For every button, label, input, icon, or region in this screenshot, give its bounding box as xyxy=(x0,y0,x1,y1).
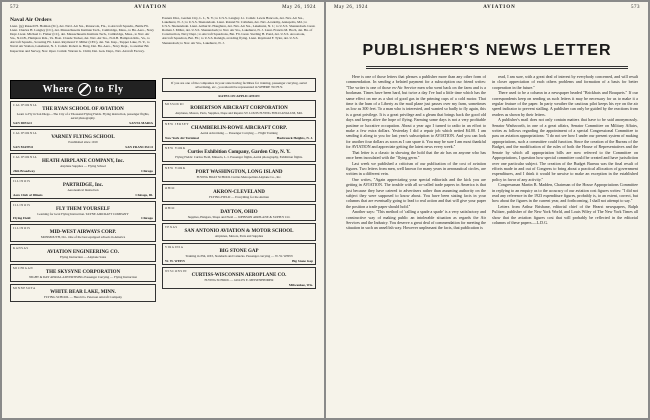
ad-footer-left: SAN DIEGO xyxy=(13,120,32,125)
ad-company-name: DAYTON, OHIO xyxy=(220,209,258,215)
ad-company-name: AVIATION ENGINEERING CO. xyxy=(47,250,119,256)
ad-body-text: Training in JN4, OX5, Standards and Canucks. Passenger carrying — W. W. WEEN xyxy=(185,254,293,259)
ad-body-text: Aeronautical Instruction xyxy=(67,187,99,192)
ad-state-label: NEW JERSEY xyxy=(165,121,190,126)
ad-body-text: Flying Fields: Curtiss Field, Mineola, L. I. Passenger flights, Aerial photography, Exhibition flights. xyxy=(175,154,303,159)
directory-ad xyxy=(10,284,156,302)
ad-footer xyxy=(165,259,313,263)
orders-text-1: Lieut. (jg) Russell H. Holman (SC), det. Navl. Air Sta., Pensacola, Fla., to Aircraft Squadn., Battle Flt. Lieut. Charles H. Langley (CC), det. Massachusetts Institute Tech., Cambridge, Mass., to Bu. Aero., Navy Dept. Lieut. Michael C. Fisher (CC), det. Massachusetts Institute Tech., Cambridge, Mass., to Nav. Air Sta., N.O.B., Hampton Rds., Va. Boat. Claude Tucker, det. Nav. Air Sta., N.O.B. Hampton Rds., Va., to Aircraft Squadn., Scouting Flt. Lieut. Raymond V. Miller (CEC), det. Vet. Insp., Tupper Lake, N. Y., to Naval Air Station, Lakehurst, N. J. Comdr. Robert A. Burg, Det. Bu. Aero., Navy Dept., to another Bd. Inspection and Survey, Nav. Oper. Comdr. Warren G. Child, Det. Gen. Dept., Nav. Aircraft Factory. xyxy=(10,24,154,53)
ad-footer xyxy=(13,216,153,220)
left-page-number: 572 xyxy=(10,5,19,10)
banner-where: Where xyxy=(42,84,74,95)
directory-ad xyxy=(10,264,156,282)
ad-state-label: OHIO xyxy=(165,205,175,210)
ad-company-name: THE RYAN SCHOOL OF AVIATION xyxy=(42,107,124,112)
ad-body-text: Airplanes, Motors, Parts and Supplies xyxy=(214,234,264,239)
directory-ad xyxy=(10,129,156,151)
ad-body-text: FLYING SCHOOL — GILLES E. MEISENHEIMER xyxy=(204,278,274,283)
ad-footer xyxy=(13,145,153,149)
ad-body-text: NIGHT & DAY AERIAL ADVERTISING Passenger Carrying — Flying Instruction xyxy=(29,275,137,280)
ads-left-list xyxy=(10,101,156,302)
directory-ad xyxy=(162,120,316,142)
newsletter-paragraph: Last week we published a criticism of our publication of the cost of aviation figures. Two letters from men, well known for many years in aeronautical circles, are written in a different vein. xyxy=(346,160,486,177)
ad-state-label: ILLINOIS xyxy=(13,226,31,231)
right-date: May 26, 1924 xyxy=(334,5,368,10)
ad-state-label: CALIFORNIA xyxy=(13,103,38,107)
ad-footer-left: Aero Club of Illinois xyxy=(13,192,43,197)
left-journal-name: AVIATION xyxy=(134,5,167,10)
newsletter-paragraph: Another says: "This method of 'calling a spade a spade' is a very satisfactory and constructive way of making public an intolerable situation as regards the Air Services and the Industry. You deserve a great deal of commendation for meeting the situation in such an unselfish way. However unpleasant the facts, that publication is xyxy=(346,209,486,231)
orders-heading: Naval Air Orders xyxy=(10,17,52,23)
ad-company-name: MID-WEST AIRWAYS CORP. xyxy=(49,230,117,236)
ad-body-text: Flying Instruction — Airplane Sales xyxy=(59,255,107,260)
title-rule-top xyxy=(366,66,628,67)
directory-ad xyxy=(162,223,316,241)
ad-state-label: NEW YORK xyxy=(165,145,186,150)
ad-footer-right: SANTA MARIA xyxy=(129,120,153,125)
listing-note: If you are one of the companies in your state having facilities for training, passenger carrying, aerial advertising, etc., you should be represented in WHERE TO FLY. xyxy=(162,78,316,92)
ad-state-label: CALIFORNIA xyxy=(13,130,38,135)
directory-ad xyxy=(10,177,156,199)
ad-state-label: ILLINOIS xyxy=(13,178,31,183)
where-to-fly-banner xyxy=(10,80,156,99)
banner-fly: Fly xyxy=(108,84,124,95)
ad-footer-right: Chicago xyxy=(141,216,153,221)
ad-footer-left: W. W. WEEN xyxy=(165,259,185,264)
ad-company-name: AKRON-CLEVELAND xyxy=(213,189,265,195)
ad-state-label: MISSOURI xyxy=(165,102,185,106)
ad-footer xyxy=(13,193,153,197)
ad-state-label: KANSAS xyxy=(13,246,29,251)
ad-company-name: PORT WASHINGTON, LONG ISLAND xyxy=(195,169,283,175)
ad-state-label: ILLINOIS xyxy=(13,202,31,207)
right-running-head xyxy=(334,5,640,14)
ad-body-text: Aerial Advertising — Passenger Carrying — Flight Training xyxy=(200,130,278,135)
ad-state-label: MICHIGAN xyxy=(13,266,34,271)
newsletter-paragraph: Congressman Martin B. Madden, Chairman of the House Appropriations Committee in replying to an enquiry as to the accuracy of our aviation cost figures writes: "I did not read any reference in the 1923 expenditure figures, probably is, to an extent, correct, but how about the figures in the current year, and forthcoming, I shall not attempt to say." xyxy=(492,182,638,204)
ad-company-name: CHAMBERLIN-ROWE AIRCRAFT CORP. xyxy=(191,125,287,131)
ad-footer xyxy=(165,136,313,140)
directory-ad xyxy=(162,204,316,222)
directory-ad xyxy=(10,101,156,127)
ad-footer xyxy=(13,121,153,125)
left-date: May 26, 1924 xyxy=(282,5,316,10)
newsletter-paragraph: One writes, "Again appreciating your special editorials and the kick you are getting in AVIATION. The trouble with all so-called trade papers in America is that just because they have catered to advertisers rather than assuming authority on the subject they were supposed to know about. You have been stating facts in your columns that are eventually going to lead to real action and that will give your paper the position a trade paper should hold." xyxy=(346,176,486,209)
ad-state-label: OHIO xyxy=(165,185,175,190)
ad-state-label: TEXAS xyxy=(165,225,178,230)
newsletter-paragraph: Letters from Arthur Brisbane, editorial chief of the Hearst newspapers, Ralph Pulitzer, publisher of the New York World, and Louis Wiley of The New York Times all show that the aviation figures cost that will probably be reflected in the editorial columns of these papers.—L.D.G. xyxy=(492,203,638,225)
ad-footer-right: Milwaukee, Wis. xyxy=(288,283,313,288)
ad-footer-left: 26th Broadway xyxy=(13,168,36,173)
directory-ad xyxy=(10,153,156,175)
col1-paragraphs xyxy=(346,74,486,231)
ad-state-label: WISCONSIN xyxy=(165,269,188,274)
orders-text-2: Eastern Dist., Garden City, L. I., N. Y.; to U.S.S. Langley. Lt. Comdr. Lewis Hancock, det. Nav. Air Sta., Lakehurst, N. J.; to U.S.S. Shenandoah. Lieut. Roland W. Callahan, det. Nav. Academy, Annapolis, Md.; to U.S.S. Shenandoah. Lieut. Arthur R. Houghton, det. Nav. Air Sta., Lakehurst, N. J.; to U.S.S. Shenandoah. Lieut. Roman J. Miller, det. U.S.S. Shenandoah; to Nav. Air Sta., Lakehurst, N. J. Lieut. Francis M. Hoch, det. Bu. of Construction, Navy Dept.; to Aircraft Squadrons, Bat. Flt. Lieut. Sterling H. Pond, det. U.S.S. Aroostook, Aircraft Squadron, Bat. Flt.; to U.S.S. Raleigh, avoiding flying. Lieut. Raymond F. Tyler, det. U.S.S. Shenandoah; to Nav. Air Sta., Lakehurst, N. J. xyxy=(162,16,316,45)
ad-body-text: FLYING FIELD — Everything for the Airman xyxy=(209,194,269,199)
ad-body-text: Learning for local Flying Instruction. TAYNE AIRCRAFT COMPANY xyxy=(37,211,129,216)
ad-company-name: PARTRIDGE, Inc. xyxy=(62,182,104,188)
newsletter-paragraph: That letter is a classic in showing the hold that the air has on anyone who has once been inoculated with the "flying germ." xyxy=(346,149,486,161)
ad-body-text: MONMOUTH, ILL. One of the best equipped schools in America xyxy=(40,235,126,240)
magazine-spread xyxy=(2,2,648,418)
ad-footer-right: Chicago, Ill. xyxy=(135,192,153,197)
ad-company-name: CURTISS-WISCONSIN AEROPLANE CO. xyxy=(191,273,287,279)
ad-company-name: VARNEY FLYING SCHOOL xyxy=(51,134,115,140)
newsletter-paragraph: Here is one of those letters that pleases a publisher more than any other form of commendation. In sending a belated payment for a subscription our friend writes: "The writer is one of those ex-Air Service men who went back on the farm and is a bookman. Times have been hard, but twice a day I've had a little time which has the same effect on me as a shot of good gas in the priming cups of a cold motor. That time is the hum of a Liberty as the mail plane just passes over my farm, sometimes as low as 300 feet. To a man who is interested, and wanted so badly to fly again, this is a great privilege. It is a great privilege and a gleam that brings back the good old days and keeps alive the hope of flying. Farming some days is not a very profitable pastime or lucrative occupation. About a year ago I turned to radio in an effort to make a few extra dollars. Yesterday I did a repair job which netted $4.00. I am sending it along to you for last year's subscription to AVIATION. And you can look for another four dollars as soon as I can spare it. You may be sure I am most thankful for AVIATION and appreciate getting the latest news every week." xyxy=(346,74,486,150)
directory-ad xyxy=(162,267,316,289)
ad-company-name: ROBERTSON AIRCRAFT CORPORATION xyxy=(190,106,288,111)
newsletter-paragraph: A publisher's mail does not only contain matters that have to be said anonymously. Senator Wadsworth, in one of a great affairs, Senator Committee on Military Affairs, writes as follows regarding the appointment of a special Congressional Committee to pass on aviation appropriations: "I do not see how I under our present system of making appropriations, such a committee could function. Since the creation of the Bureau of the Budget, and the modification of the rules of both the House of Representatives and the Senate by which all appropriation bills are now referred to the Committee on Appropriations, I question how special committee could be created and have jurisdiction over one particular subject. The creation of the Budget Bureau was the final result of efforts made in and out of Congress to bring about a practical allocation of government expenditures, and I think it would be unwise to make an exception in the established policy in favor of any activity." xyxy=(492,117,638,182)
directory-ad xyxy=(162,243,316,265)
directory-ad xyxy=(162,164,316,182)
ad-footer-left: New York Air Terminal xyxy=(165,135,199,140)
ad-footer xyxy=(13,169,153,173)
directory-ad xyxy=(10,224,156,242)
ad-body-text: FLYING BOAT SCHOOL Curtiss Metropolitan Airplane Co., Inc. xyxy=(196,174,282,179)
naval-orders-col2 xyxy=(162,16,316,76)
ad-body-text: Learn to Fly in San Diego—The City of a Thousand Flying Fields. Flying instruction, passenger flights, aerial photography. xyxy=(16,112,150,120)
right-journal-name: AVIATION xyxy=(483,5,516,10)
ad-body-text: Established since 1919 xyxy=(68,139,98,144)
directory-ad xyxy=(162,100,316,118)
ad-footer-left: Flying Field xyxy=(13,216,31,221)
left-running-head xyxy=(10,5,316,14)
page-title: PUBLISHER'S NEWS LETTER xyxy=(362,42,612,59)
directory-ad xyxy=(162,144,316,162)
col2-paragraphs xyxy=(492,74,638,225)
directory-ad xyxy=(10,201,156,223)
rates-label: RATES ON APPLICATION xyxy=(218,94,260,98)
ad-state-label: MINNESOTA xyxy=(13,286,36,291)
newsletter-col1 xyxy=(346,74,486,414)
globe-icon xyxy=(78,83,91,96)
right-page xyxy=(326,2,648,418)
directory-ad xyxy=(162,184,316,202)
ad-body-text: Supplies, Hangars, Shops and Field — JOHNSON AIRPLANE & SUPPLY CO. xyxy=(187,214,291,219)
ad-footer-left: SAN MATEO xyxy=(13,144,34,149)
ad-company-name: Curtiss Exhibition Company, Garden City, N. Y. xyxy=(187,149,291,155)
ad-company-name: THE SKYSYNE CORPORATION xyxy=(45,270,121,276)
ad-company-name: WHITE BEAR LAKE, MINN. xyxy=(50,290,116,296)
directory-ad xyxy=(10,244,156,262)
ads-left-column xyxy=(10,78,156,414)
ad-footer xyxy=(165,283,313,287)
ad-footer-right: Hasbrouck Heights, N. J. xyxy=(276,135,313,140)
banner-to: to xyxy=(94,84,105,95)
ad-body-text: Airplanes, Motors, Parts, Supplies, Dope and Repairs ST. LOUIS FLYING FIELD ANGLUM, MO. xyxy=(175,111,303,115)
naval-orders-col1 xyxy=(10,16,156,76)
newsletter-paragraph: read, I am sure, with a great deal of interest by everybody concerned, and will result in closer appreciation of each others problems and formation of a basis for better cooperation in the future." xyxy=(492,74,638,90)
newsletter-paragraph: There used to be a column in a newspaper headed "Brickbats and Bouquets." If our correspondents keep on sending us such letters it may be necessary for us to make it a regular feature of the paper. In party weather the cautious pilot keeps his eye on the air speed indicator to prevent stalling. A publisher can only be guided by the reactions from readers as shown by their letters. xyxy=(492,90,638,117)
ad-footer-right: SAN FRANCISCO xyxy=(125,144,153,149)
ad-body-text: FLYING SCHOOL — Harold G. Peterson Aircraft Company xyxy=(44,295,122,300)
ad-company-name: BIG STONE GAP xyxy=(219,249,259,255)
left-page xyxy=(2,2,324,418)
ads-right-column xyxy=(162,78,316,414)
ad-company-name: SAN ANTONIO AVIATION & MOTOR SCHOOL xyxy=(184,229,294,235)
ad-footer-right: Big Stone Gap xyxy=(292,259,313,264)
ad-body-text: Airplane Supplies — Flying School xyxy=(60,163,106,168)
right-page-number: 573 xyxy=(631,5,640,10)
title-rule-bottom xyxy=(366,68,628,69)
ad-company-name: FLY THEM YOURSELF xyxy=(55,206,111,212)
ad-state-label: VIRGINIA xyxy=(165,245,184,250)
ad-company-name: HEATH AIRPLANE COMPANY, Inc. xyxy=(42,158,124,164)
ad-state-label: NEW YORK xyxy=(165,165,186,170)
newsletter-col2 xyxy=(492,74,638,414)
ad-footer-right: Chicago xyxy=(141,168,153,173)
ad-state-label: CALIFORNIA xyxy=(13,154,38,159)
ads-right-list xyxy=(162,100,316,289)
